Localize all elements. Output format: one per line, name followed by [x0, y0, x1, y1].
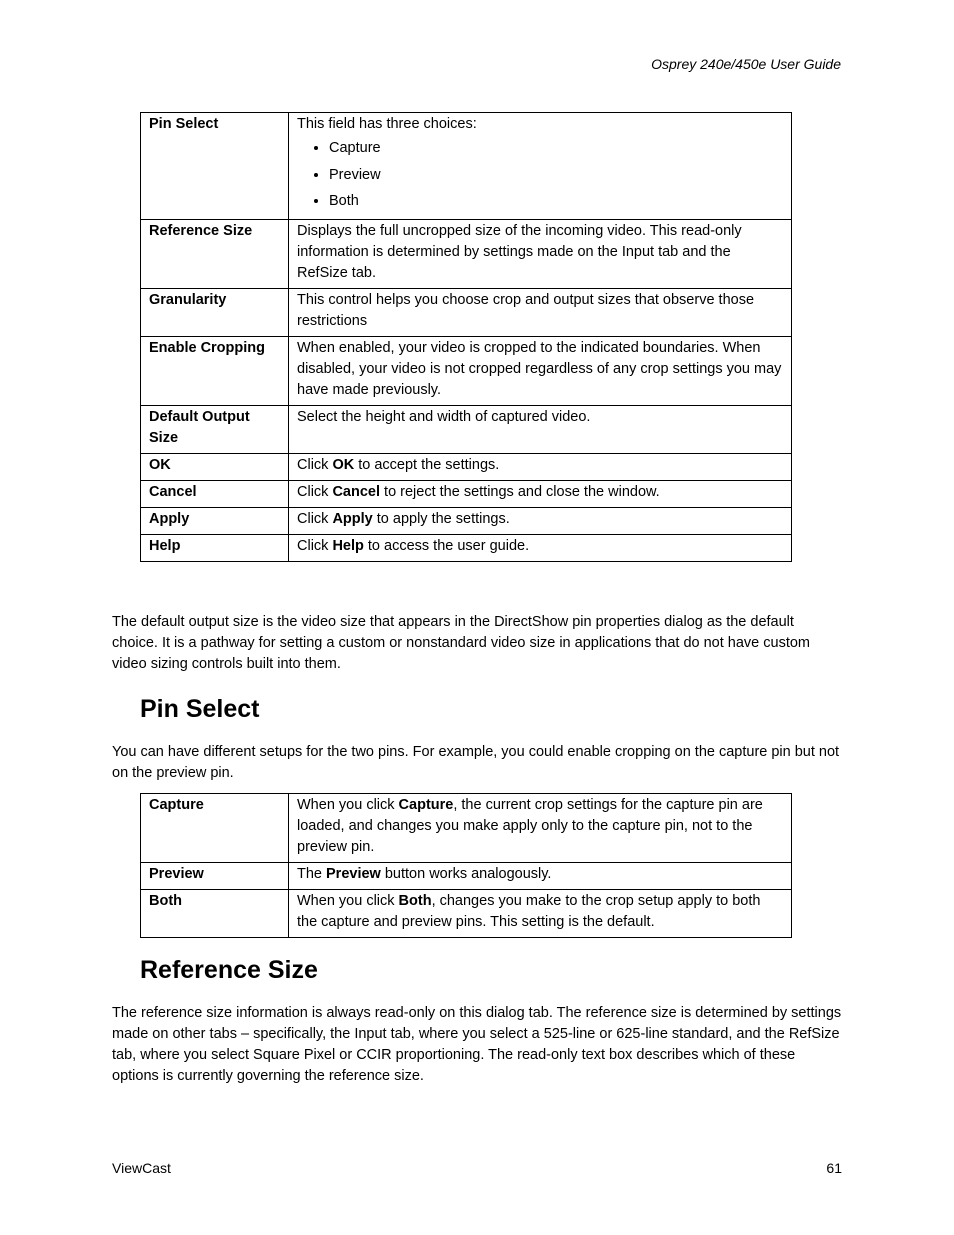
table-row [141, 794, 792, 863]
desc-bold: Help [332, 537, 364, 554]
term-cell: Preview [141, 863, 289, 890]
choices-list [297, 135, 783, 215]
description-cell [289, 480, 792, 507]
list-item: • Capture [329, 135, 783, 162]
desc-pre: When you click [297, 797, 399, 813]
table-row [141, 288, 792, 336]
table-row [141, 507, 792, 534]
table-row [141, 534, 792, 561]
table-row [141, 219, 792, 288]
term-cell: OK [141, 453, 289, 480]
running-header: Osprey 240e/450e User Guide [651, 56, 841, 72]
intro-paragraph: The default output size is the video size that appears in the DirectShow pin properties dialog as the default choice. It is a pathway for setting a custom or nonstandard video size in applications that do not have custom video sizing controls built into them. [112, 614, 811, 672]
desc-post: to access the user guide. [363, 537, 530, 554]
desc-post: , changes you make to the crop setup apply to both the capture and preview pins. This setting is the default. [297, 893, 761, 930]
description-cell [289, 507, 792, 534]
description-text: This field has three choices: [297, 116, 477, 132]
desc-post: to accept the settings. [354, 456, 500, 473]
term-cell: Both [141, 890, 289, 938]
section-heading-pin-select: Pin Select [140, 695, 260, 723]
pin-select-paragraph: You can have different setups for the two pins. For example, you could enable cropping on the capture pin but not on the preview pin. [112, 744, 840, 781]
reference-size-paragraph: The reference size information is always read-only on this dialog tab. The reference size is determined by settings made on other tabs – specifically, the Input tab, where you select a 525-line or 625-line standard, and the RefSize tab, where you select Square Pixel or CCIR proportioning. The read-only text box describes which of these options is currently governing the reference size. [112, 1005, 842, 1084]
table-row [141, 453, 792, 480]
description-cell: Displays the full uncropped size of the incoming video. This read-only information is determined by settings made on the Input tab and the RefSize tab. [289, 219, 792, 288]
term-cell: Apply [141, 507, 289, 534]
desc-pre: When you click [297, 893, 399, 909]
description-cell [289, 534, 792, 561]
footer-company: ViewCast [112, 1160, 171, 1176]
table-row [141, 890, 792, 938]
description-cell [289, 453, 792, 480]
description-cell [289, 863, 792, 890]
section-heading-reference-size: Reference Size [140, 956, 318, 984]
term-cell: Enable Cropping [141, 336, 289, 405]
desc-bold: Cancel [332, 483, 381, 500]
table-row [141, 863, 792, 890]
description-cell [289, 794, 792, 863]
desc-pre: Click [297, 537, 333, 554]
description-cell: This control helps you choose crop and output sizes that observe those restrictions [289, 288, 792, 336]
desc-post: button works analogously. [380, 866, 552, 882]
description-cell [289, 890, 792, 938]
desc-pre: Click [297, 456, 333, 473]
pin-select-table [140, 793, 792, 938]
settings-table [140, 112, 792, 562]
description-cell [289, 113, 792, 220]
term-cell: Cancel [141, 480, 289, 507]
term-cell: Capture [141, 794, 289, 863]
desc-pre: Click [297, 510, 333, 527]
desc-post: , the current crop settings for the capture pin are loaded, and changes you make apply only to the capture pin, not to the preview pin. [297, 797, 763, 855]
term-cell: Reference Size [141, 219, 289, 288]
desc-bold: Apply [332, 510, 373, 527]
description-cell: Select the height and width of captured video. [289, 405, 792, 453]
desc-pre: Click [297, 483, 333, 500]
table-row [141, 480, 792, 507]
term-cell: Default Output Size [141, 405, 289, 453]
description-cell: When enabled, your video is cropped to the indicated boundaries. When disabled, your video is not cropped regardless of any crop settings you may have made previously. [289, 336, 792, 405]
page-number: 61 [826, 1160, 842, 1176]
term-cell: Granularity [141, 288, 289, 336]
desc-bold: OK [332, 456, 355, 473]
list-item: • Preview [329, 162, 783, 189]
desc-bold: Capture [398, 797, 454, 813]
desc-post: to reject the settings and close the window. [380, 483, 660, 500]
desc-bold: Preview [326, 866, 381, 882]
table-row [141, 405, 792, 453]
list-item: • Both [329, 188, 783, 215]
desc-bold: Both [398, 893, 432, 909]
desc-pre: The [297, 866, 327, 882]
term-cell: Help [141, 534, 289, 561]
desc-post: to apply the settings. [372, 510, 510, 527]
table-row [141, 336, 792, 405]
term-cell: Pin Select [141, 113, 289, 220]
table-row [141, 113, 792, 220]
